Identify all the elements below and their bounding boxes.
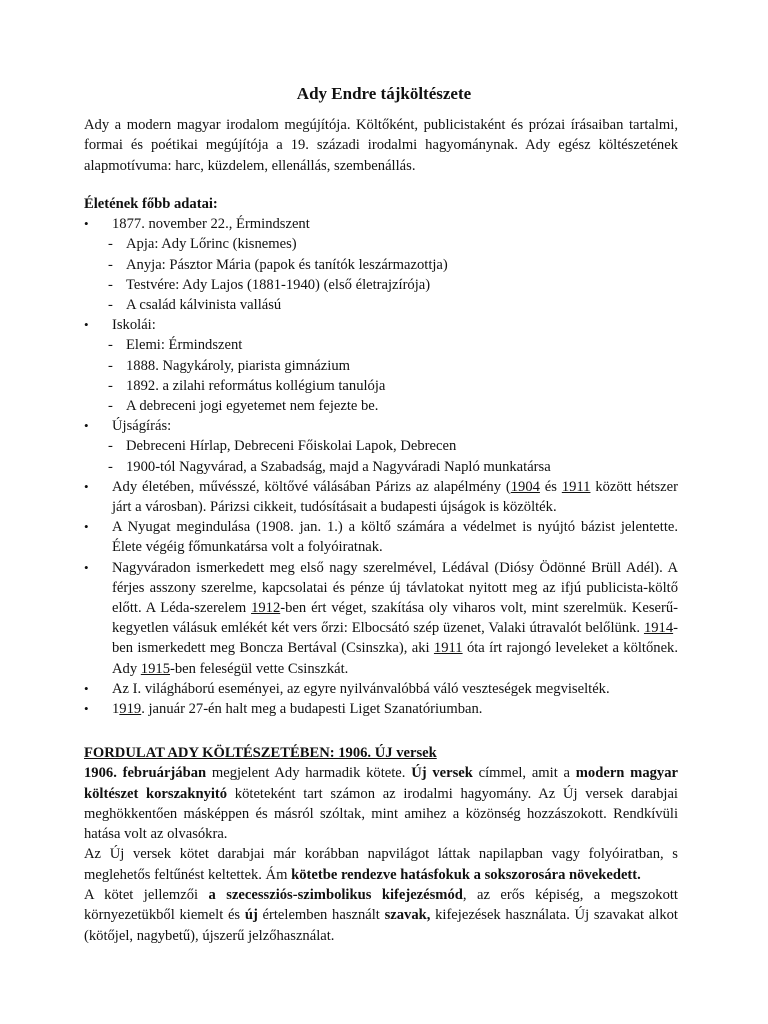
year-link-1914[interactable]: 1914	[643, 620, 674, 637]
dash-icon: -	[108, 438, 113, 455]
dash-icon: -	[108, 377, 113, 394]
section-heading: FORDULAT ADY KÖLTÉSZETÉBEN: 1906. ÚJ versek	[84, 745, 437, 761]
sublist-item: - Anyja: Pásztor Mária (papok és tanítók leszármazottja)	[108, 255, 678, 275]
sublist-item: - A család kálvinista vallású	[108, 295, 678, 315]
year-link-1904[interactable]: 1904	[510, 478, 540, 495]
year-link-1915[interactable]: 1915	[140, 660, 170, 677]
turn-paragraph-3: A kötet jellemzői a szecessziós-szimbolikus kifejezésmód, az erős képiség, a megszokott környezetükből kiemelt és új értelemben használt szavak, kifejezések használata. Új szavakat alkot (kötőjel, nagybetű), újszerű jelzőhasználat.	[84, 887, 678, 944]
sublist-item: - 1888. Nagykároly, piarista gimnázium	[108, 356, 678, 376]
dash-icon: -	[108, 398, 113, 415]
sublist-item: - Elemi: Érmindszent	[108, 335, 678, 355]
year-link-1912[interactable]: 1912	[251, 600, 281, 617]
list-item-paris: • Ady életében, művésszé, költővé válásában Párizs az alapélmény (1904 és 1911 között hétszer járt a városban). Párizsi cikkeit, tudósításait a budapesti újságok is közölték.	[84, 478, 678, 516]
bullet-icon: •	[84, 418, 89, 434]
sublist-item: - Testvére: Ady Lajos (1881-1940) (első életrajzírója)	[108, 275, 678, 295]
turn-section	[84, 743, 678, 946]
list-item-nyugat: • A Nyugat megindulása (1908. jan. 1.) a költő számára a védelmet is nyújtó bázist jelentette. Élete végéig főmunkatársa volt a folyóiratnak.	[84, 519, 678, 556]
journalism-sublist	[108, 436, 678, 476]
bullet-icon: •	[84, 519, 89, 535]
sublist-item: - Apja: Ady Lőrinc (kisnemes)	[108, 234, 678, 254]
bullet-icon: •	[84, 701, 89, 717]
sublist-item: - 1892. a zilahi református kollégium tanulója	[108, 376, 678, 396]
sublist-item: - A debreceni jogi egyetemet nem fejezte be.	[108, 396, 678, 416]
dash-icon: -	[108, 337, 113, 354]
schools-sublist	[108, 335, 678, 416]
bullet-icon: •	[84, 478, 89, 494]
birth-sublist	[108, 234, 678, 315]
list-item-birth	[84, 214, 678, 315]
bullet-icon: •	[84, 317, 89, 333]
dash-icon: -	[108, 297, 113, 314]
dash-icon: -	[108, 458, 113, 475]
dash-icon: -	[108, 276, 113, 293]
year-link-1911[interactable]: 1911	[433, 640, 463, 657]
page-title: Ady Endre tájköltészete	[296, 84, 472, 103]
bullet-icon: •	[84, 680, 89, 696]
schools-text: Iskolái:	[112, 317, 156, 334]
year-link-1911[interactable]: 1911	[561, 478, 591, 495]
dash-icon: -	[108, 236, 113, 253]
bullet-icon: •	[84, 216, 89, 232]
dash-icon: -	[108, 256, 113, 273]
list-item-journalism	[84, 416, 678, 477]
journalism-text: Újságírás:	[112, 418, 172, 435]
list-item-love: • Nagyváradon ismerkedett meg első nagy szerelmével, Lédával (Diósy Ödönné Brüll Adél). A férjes asszony szerelme, kapcsolatai és pénze új távlatokat nyitott meg az ifjú publicista-költő előtt. A Léda-szerelem 1912-ben ért véget, szakítása oly viharos volt, mint szerelmük. Keserű-kegyetlen válásuk emlékét két vers őrzi: Elbocsátó szép üzenet, Valaki útravalót belőlünk. 1914-ben ismerkedett meg Boncza Bertával (Csinszka), aki 1911 óta írt rajongó leveleket a költőnek. Ady 1915-ben feleségül vette Csinszkát.	[84, 559, 679, 677]
life-list	[84, 214, 678, 719]
intro-paragraph: Ady a modern magyar irodalom megújítója. Költőként, publicistaként és prózai írásaiban tartalmi, formai és poétikai megújítója a 19. századi irodalmi hagyománynak. Ady egész költészetének alapmotívuma: harc, küzdelem, ellenállás, szembenállás.	[84, 117, 678, 174]
list-item-schools	[84, 315, 678, 416]
birth-text: 1877. november 22., Érmindszent	[112, 216, 310, 233]
bullet-icon: •	[84, 559, 89, 575]
sublist-item: - Debreceni Hírlap, Debreceni Főiskolai Lapok, Debrecen	[108, 436, 678, 456]
dash-icon: -	[108, 357, 113, 374]
turn-paragraph-2: Az Új versek kötet darabjai már korábban napvilágot láttak napilapban vagy folyóiratban, s meglehetős feltűnést keltettek. Ám kötetbe rendezve hatásfokuk a sokszorosára növekedett.	[84, 846, 678, 883]
life-heading: Életének főbb adatai:	[84, 196, 218, 212]
life-section	[84, 194, 678, 719]
turn-paragraph-1: 1906. februárjában megjelent Ady harmadik kötete. Új versek címmel, amit a modern magyar költészet korszaknyitó köteteként tart számon az irodalmi hagyomány. Az Új versek darabjai meghökkentően másképpen és másról szóltak, mint amihez a közönség hozzászokott. Rendkívüli hatása volt az olvasókra.	[84, 765, 678, 843]
list-item-death: • 1919. január 27-én halt meg a budapesti Liget Szanatóriumban.	[84, 699, 678, 719]
list-item-war: • Az I. világháború eseményei, az egyre nyilvánvalóbbá váló veszteségek megviselték.	[84, 679, 678, 699]
sublist-item: - 1900-tól Nagyvárad, a Szabadság, majd a Nagyváradi Napló munkatársa	[108, 457, 678, 477]
year-link-919[interactable]: 919	[119, 701, 142, 718]
